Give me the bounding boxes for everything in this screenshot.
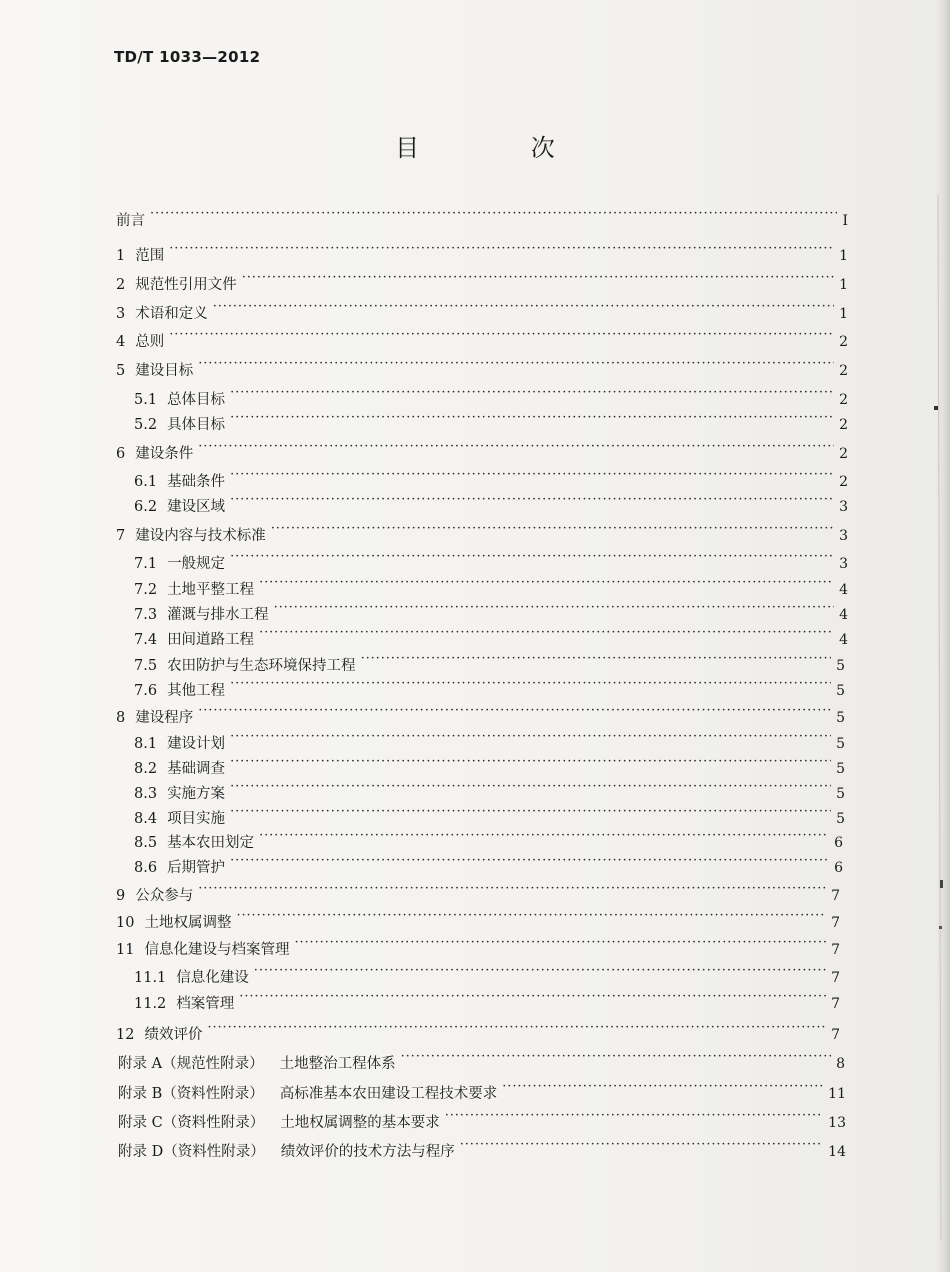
toc-page-number: 4 xyxy=(839,632,848,648)
toc-entry-number: 1 xyxy=(116,248,126,264)
toc-page-number: 5 xyxy=(836,761,845,777)
toc-page-number: 5 xyxy=(836,710,845,726)
toc-entry xyxy=(134,675,845,701)
toc-leader-dots xyxy=(230,491,834,511)
toc-entry-label xyxy=(134,858,225,878)
toc-entry-title: 公众参与 xyxy=(135,888,194,904)
toc-entry-label xyxy=(116,913,231,933)
toc-page-number: 7 xyxy=(831,996,840,1012)
toc-entry xyxy=(134,803,845,829)
toc-entry-label xyxy=(134,390,225,410)
toc-entry-title: 基础条件 xyxy=(167,474,226,490)
toc-leader-dots xyxy=(274,599,835,619)
toc-leader-dots xyxy=(207,1019,826,1039)
toc-entry-title: 实施方案 xyxy=(167,786,226,802)
toc-entry xyxy=(116,355,848,381)
toc-entry-title: 绩效评价的技术方法与程序 xyxy=(280,1144,455,1160)
toc-page-number: 2 xyxy=(839,392,848,408)
toc-page-number: 1 xyxy=(839,248,848,264)
toc-entry-number: 5.1 xyxy=(134,392,158,408)
toc-entry-title: 信息化建设与档案管理 xyxy=(144,942,290,958)
toc-entry-title: 灌溉与排水工程 xyxy=(167,607,269,623)
toc-entry-label xyxy=(134,734,225,754)
toc-entry-title: 高标准基本农田建设工程技术要求 xyxy=(279,1086,498,1102)
toc-entry xyxy=(134,384,848,410)
toc-entry xyxy=(118,1136,846,1162)
toc-leader-dots xyxy=(230,728,831,748)
toc-leader-dots xyxy=(198,702,831,722)
toc-leader-dots xyxy=(230,778,831,798)
toc-leader-dots xyxy=(198,438,834,458)
toc-page-number: 8 xyxy=(836,1056,845,1072)
toc-leader-dots xyxy=(230,548,834,568)
toc-entry-label xyxy=(134,630,254,650)
toc-entry-number: 附录 B（资料性附录） xyxy=(118,1086,264,1102)
toc-entry-number: 8.4 xyxy=(134,811,158,827)
toc-page-number: 5 xyxy=(836,786,845,802)
toc-leader-dots xyxy=(230,803,831,823)
toc-page-number: 1 xyxy=(839,306,848,322)
toc-entry-title: 建设内容与技术标准 xyxy=(135,528,266,544)
toc-page-number: 11 xyxy=(828,1086,846,1102)
toc-entry-number: 8.6 xyxy=(134,860,158,876)
toc-entry-number: 12 xyxy=(116,1027,135,1043)
toc-entry xyxy=(134,409,848,435)
toc-leader-dots xyxy=(230,466,834,486)
toc-entry-title: 基本农田划定 xyxy=(167,835,255,851)
toc-entry-number: 3 xyxy=(116,306,126,322)
toc-entry-label xyxy=(134,759,225,779)
toc-leader-dots xyxy=(401,1048,831,1068)
toc-entry-label xyxy=(134,681,225,701)
toc-entry-label xyxy=(118,1142,455,1162)
toc-page-number: 3 xyxy=(839,556,848,572)
toc-entry-number: 7.1 xyxy=(134,556,158,572)
toc-entry xyxy=(116,240,848,266)
toc-entry-title: 范围 xyxy=(135,248,165,264)
toc-entry-label xyxy=(116,275,237,295)
toc-page-number: 1 xyxy=(839,277,848,293)
toc-entry xyxy=(116,907,840,933)
toc-entry-label xyxy=(134,833,254,853)
toc-entry-title: 其他工程 xyxy=(167,683,226,699)
toc-entry xyxy=(134,728,845,754)
toc-entry-title: 项目实施 xyxy=(167,811,226,827)
toc-leader-dots xyxy=(230,852,829,872)
toc-entry-label xyxy=(134,968,249,988)
toc-page-number: 7 xyxy=(831,970,840,986)
toc-entry-number: 附录 C（资料性附录） xyxy=(118,1115,265,1131)
toc-entry xyxy=(134,778,845,804)
toc-page-number: 3 xyxy=(839,528,848,544)
document-id: TD/T 1033—2012 xyxy=(114,48,261,66)
toc-entry-title: 建设程序 xyxy=(135,710,194,726)
toc-entry xyxy=(134,988,840,1014)
toc-leader-dots xyxy=(361,650,832,670)
toc-entry-title: 建设计划 xyxy=(167,736,226,752)
toc-entry-number: 10 xyxy=(116,915,135,931)
toc-page-number: 6 xyxy=(834,835,843,851)
toc-entry xyxy=(118,1107,846,1133)
toc-entry-label xyxy=(134,784,225,804)
toc-page-number: 7 xyxy=(831,1027,840,1043)
toc-entry-label xyxy=(118,1084,497,1104)
toc-leader-dots xyxy=(230,409,834,429)
toc-entry-title: 建设目标 xyxy=(135,363,194,379)
toc-entry-title: 土地权属调整的基本要求 xyxy=(280,1115,440,1131)
toc-leader-dots xyxy=(502,1078,823,1098)
toc-page-number: 3 xyxy=(839,499,848,515)
toc-entry-title: 土地整治工程体系 xyxy=(279,1056,396,1072)
toc-entry-label xyxy=(118,1113,440,1133)
toc-entry-title: 前言 xyxy=(116,213,145,229)
toc-entry-label xyxy=(116,304,208,324)
toc-entry-number: 11.1 xyxy=(134,970,167,986)
toc-entry-number: 7.5 xyxy=(134,658,158,674)
toc-entry xyxy=(134,624,848,650)
toc-entry-label xyxy=(116,526,266,546)
toc-page-number: 2 xyxy=(839,474,848,490)
toc-entry xyxy=(116,702,845,728)
toc-entry-number: 附录 A（规范性附录） xyxy=(118,1056,264,1072)
toc-entry-number: 11.2 xyxy=(134,996,167,1012)
toc-leader-dots xyxy=(239,988,826,1008)
toc-entry-number: 9 xyxy=(116,888,126,904)
toc-entry-label xyxy=(134,809,225,829)
toc-page-number: 5 xyxy=(836,683,845,699)
toc-leader-dots xyxy=(230,675,831,695)
toc-entry-number: 8.1 xyxy=(134,736,158,752)
toc-entry-number: 6 xyxy=(116,446,126,462)
toc-entry-number: 7.4 xyxy=(134,632,158,648)
toc-page-number: 2 xyxy=(839,417,848,433)
toc-entry-label xyxy=(118,1054,396,1074)
toc-entry xyxy=(116,269,848,295)
toc-entry xyxy=(134,466,848,492)
toc-entry-title: 档案管理 xyxy=(176,996,235,1012)
toc-entry-title: 具体目标 xyxy=(167,417,226,433)
toc-entry-number: 7 xyxy=(116,528,126,544)
toc-entry xyxy=(134,599,848,625)
toc-entry-label xyxy=(116,361,193,381)
toc-entry-number: 7.3 xyxy=(134,607,158,623)
toc-entry-title: 总体目标 xyxy=(167,392,226,408)
toc-entry-label xyxy=(116,211,145,231)
toc-leader-dots xyxy=(254,962,826,982)
toc-page-number: 2 xyxy=(839,334,848,350)
toc-entry-title: 基础调查 xyxy=(167,761,226,777)
toc-leader-dots xyxy=(294,934,826,954)
toc-entry-label xyxy=(134,656,356,676)
toc-entry-label xyxy=(134,497,225,517)
toc-entry-number: 8.2 xyxy=(134,761,158,777)
toc-page-number: I xyxy=(842,213,848,229)
toc-entry xyxy=(134,548,848,574)
toc-entry-number: 4 xyxy=(116,334,126,350)
toc-entry-number: 11 xyxy=(116,942,135,958)
toc-entry-number: 7.2 xyxy=(134,582,158,598)
toc-page-number: 7 xyxy=(831,888,840,904)
toc-leader-dots xyxy=(445,1107,823,1127)
toc-entry-number: 2 xyxy=(116,277,126,293)
toc-entry xyxy=(116,520,848,546)
toc-entry-number: 6.2 xyxy=(134,499,158,515)
toc-page-number: 7 xyxy=(831,942,840,958)
toc-entry xyxy=(116,880,840,906)
toc-entry-title: 建设条件 xyxy=(135,446,194,462)
toc-entry-number: 5 xyxy=(116,363,126,379)
toc-entry-label xyxy=(116,940,289,960)
toc-leader-dots xyxy=(150,205,837,225)
toc-entry-title: 后期管护 xyxy=(167,860,226,876)
toc-page-number: 5 xyxy=(836,736,845,752)
toc-entry-title: 总则 xyxy=(135,334,165,350)
toc-entry xyxy=(116,326,848,352)
toc-entry-label xyxy=(116,332,164,352)
toc-entry-label xyxy=(116,708,193,728)
toc-entry xyxy=(116,934,840,960)
toc-leader-dots xyxy=(230,384,834,404)
toc-entry-label xyxy=(134,994,234,1014)
toc-entry xyxy=(116,205,848,231)
toc-page-number: 14 xyxy=(828,1144,846,1160)
toc-entry-title: 术语和定义 xyxy=(135,306,208,322)
toc-leader-dots xyxy=(169,240,834,260)
toc-entry xyxy=(134,753,845,779)
toc-page-number: 7 xyxy=(831,915,840,931)
toc-entry-number: 8 xyxy=(116,710,126,726)
toc-leader-dots xyxy=(213,298,834,318)
toc-entry-number: 5.2 xyxy=(134,417,158,433)
toc-entry-title: 土地权属调整 xyxy=(144,915,232,931)
toc-entry xyxy=(116,298,848,324)
toc-entry-label xyxy=(134,580,254,600)
toc-entry-title: 土地平整工程 xyxy=(167,582,255,598)
toc-leader-dots xyxy=(198,880,826,900)
toc-page-number: 2 xyxy=(839,363,848,379)
toc-entry xyxy=(134,962,840,988)
toc-entry-label xyxy=(116,886,193,906)
toc-page-number: 5 xyxy=(836,811,845,827)
toc-entry-number: 8.5 xyxy=(134,835,158,851)
toc-page-number: 13 xyxy=(828,1115,846,1131)
toc-leader-dots xyxy=(230,753,831,773)
toc-leader-dots xyxy=(198,355,834,375)
toc-entry-label xyxy=(116,1025,202,1045)
toc-leader-dots xyxy=(259,624,834,644)
toc-entry xyxy=(134,650,845,676)
toc-entry-label xyxy=(134,415,225,435)
toc-page-number: 5 xyxy=(836,658,845,674)
toc-entry-number: 7.6 xyxy=(134,683,158,699)
toc-entry-title: 农田防护与生态环境保持工程 xyxy=(167,658,356,674)
toc-entry-label xyxy=(134,554,225,574)
toc-page-number: 6 xyxy=(834,860,843,876)
toc-entry-title: 田间道路工程 xyxy=(167,632,255,648)
toc-entry-label xyxy=(116,444,193,464)
toc-title: 目 次 xyxy=(395,134,607,162)
toc-leader-dots xyxy=(242,269,834,289)
toc-leader-dots xyxy=(259,574,834,594)
toc-entry xyxy=(118,1078,846,1104)
toc-entry-title: 一般规定 xyxy=(167,556,226,572)
toc-entry-number: 6.1 xyxy=(134,474,158,490)
toc-entry-title: 绩效评价 xyxy=(144,1027,203,1043)
toc-entry-label xyxy=(134,472,225,492)
toc-entry xyxy=(134,491,848,517)
toc-entry xyxy=(134,574,848,600)
toc-entry xyxy=(134,852,843,878)
toc-leader-dots xyxy=(236,907,826,927)
toc-entry xyxy=(118,1048,845,1074)
toc-page-number: 2 xyxy=(839,446,848,462)
toc-entry-label xyxy=(116,246,164,266)
toc-leader-dots xyxy=(259,827,829,847)
toc-entry-title: 信息化建设 xyxy=(176,970,249,986)
toc-entry-number: 8.3 xyxy=(134,786,158,802)
toc-leader-dots xyxy=(460,1136,823,1156)
toc-entry-number: 附录 D（资料性附录） xyxy=(118,1144,265,1160)
toc-entry-label xyxy=(134,605,269,625)
toc-page-number: 4 xyxy=(839,582,848,598)
toc-leader-dots xyxy=(271,520,834,540)
toc-page-number: 4 xyxy=(839,607,848,623)
toc-entry xyxy=(116,1019,840,1045)
toc-entry-title: 规范性引用文件 xyxy=(135,277,237,293)
toc-leader-dots xyxy=(169,326,834,346)
toc-entry xyxy=(116,438,848,464)
toc-entry-title: 建设区域 xyxy=(167,499,226,515)
toc-entry xyxy=(134,827,843,853)
